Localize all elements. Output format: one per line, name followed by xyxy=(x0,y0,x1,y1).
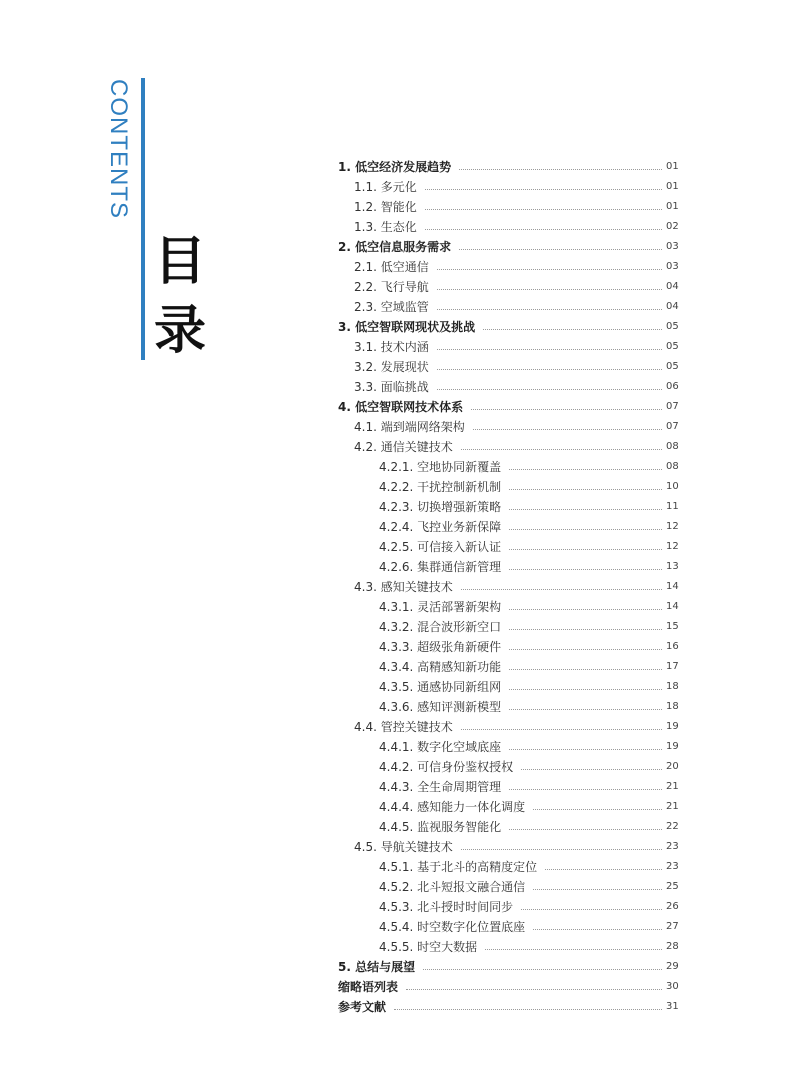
toc-page-number: 05 xyxy=(666,361,679,372)
toc-entry[interactable] xyxy=(338,675,678,695)
toc-entry[interactable] xyxy=(338,475,678,495)
toc-entry-title: 3.3. 面临挑战 xyxy=(354,380,429,394)
dot-leader xyxy=(521,769,662,770)
toc-page-number: 16 xyxy=(666,641,679,652)
toc-entry-title: 4.5.3. 北斗授时时间同步 xyxy=(379,900,514,914)
dot-leader xyxy=(471,409,662,410)
toc-entry[interactable] xyxy=(338,975,678,995)
toc-entry-title: 4.3.2. 混合波形新空口 xyxy=(379,620,502,634)
toc-entry-title: 4.5.5. 时空大数据 xyxy=(379,940,478,954)
toc-page-number: 29 xyxy=(666,961,679,972)
toc-entry-title: 4.5.1. 基于北斗的高精度定位 xyxy=(379,860,538,874)
dot-leader xyxy=(437,389,662,390)
dot-leader xyxy=(425,209,662,210)
toc-page-number: 23 xyxy=(666,841,679,852)
dot-leader xyxy=(459,249,662,250)
toc-entry-title: 4.1. 端到端网络架构 xyxy=(354,420,465,434)
dot-leader xyxy=(437,349,662,350)
toc-entry-title: 2.3. 空域监管 xyxy=(354,300,429,314)
dot-leader xyxy=(509,569,662,570)
toc-page-number: 12 xyxy=(666,521,679,532)
toc-page-number: 08 xyxy=(666,441,679,452)
toc-entry[interactable] xyxy=(338,415,678,435)
toc-entry-title: 4.5.4. 时空数字化位置底座 xyxy=(379,920,526,934)
toc-entry-title: 3.1. 技术内涵 xyxy=(354,340,429,354)
toc-entry-title: 4.2.4. 飞控业务新保障 xyxy=(379,520,502,534)
toc-entry[interactable] xyxy=(338,195,678,215)
toc-entry[interactable] xyxy=(338,275,678,295)
toc-entry-title: 4.4. 管控关键技术 xyxy=(354,720,453,734)
dot-leader xyxy=(509,629,662,630)
toc-page-number: 17 xyxy=(666,661,679,672)
dot-leader xyxy=(509,529,662,530)
toc-entry-title: 2.2. 飞行导航 xyxy=(354,280,429,294)
dot-leader xyxy=(425,189,662,190)
dot-leader xyxy=(509,649,662,650)
toc-page-number: 19 xyxy=(666,741,679,752)
dot-leader xyxy=(509,609,662,610)
toc-entry-title: 参考文献 xyxy=(338,1000,387,1014)
toc-entry[interactable] xyxy=(338,395,678,415)
toc-entry-title: 2. 低空信息服务需求 xyxy=(338,240,452,254)
toc-page-number: 04 xyxy=(666,281,679,292)
toc-page-number: 12 xyxy=(666,541,679,552)
toc-entry-title: 1. 低空经济发展趋势 xyxy=(338,160,452,174)
toc-page-number: 31 xyxy=(666,1001,679,1012)
toc-page-number: 03 xyxy=(666,261,679,272)
toc-entry-title: 4.3.1. 灵活部署新架构 xyxy=(379,600,502,614)
toc-entry-title: 4.3.6. 感知评测新模型 xyxy=(379,700,502,714)
toc-page-number: 04 xyxy=(666,301,679,312)
toc-entry[interactable] xyxy=(338,155,678,175)
dot-leader xyxy=(533,889,662,890)
toc-entry[interactable] xyxy=(338,735,678,755)
dot-leader xyxy=(509,689,662,690)
toc-page-number: 08 xyxy=(666,461,679,472)
toc-entry[interactable] xyxy=(338,715,678,735)
toc-page-number: 26 xyxy=(666,901,679,912)
toc-page-number: 21 xyxy=(666,781,679,792)
toc-entry[interactable] xyxy=(338,815,678,835)
toc-entry[interactable] xyxy=(338,455,678,475)
toc-entry-title: 4.2.2. 干扰控制新机制 xyxy=(379,480,502,494)
toc-entry-title: 4.3. 感知关键技术 xyxy=(354,580,453,594)
toc-page-number: 06 xyxy=(666,381,679,392)
dot-leader xyxy=(461,449,662,450)
toc-page-number: 01 xyxy=(666,201,679,212)
dot-leader xyxy=(437,309,662,310)
toc-entry[interactable] xyxy=(338,995,678,1015)
toc-page-number: 23 xyxy=(666,861,679,872)
toc-entry-title: 4.2.3. 切换增强新策略 xyxy=(379,500,502,514)
toc-page-number: 10 xyxy=(666,481,679,492)
toc-entry[interactable] xyxy=(338,515,678,535)
toc-page-number: 05 xyxy=(666,321,679,332)
toc-entry[interactable] xyxy=(338,695,678,715)
dot-leader xyxy=(509,789,662,790)
toc-entry[interactable] xyxy=(338,215,678,235)
dot-leader xyxy=(459,169,662,170)
toc-entry-title: 1.3. 生态化 xyxy=(354,220,417,234)
toc-page-number: 20 xyxy=(666,761,679,772)
dot-leader xyxy=(461,589,662,590)
toc-entry[interactable] xyxy=(338,255,678,275)
toc-page-number: 01 xyxy=(666,161,679,172)
toc-entry-title: 缩略语列表 xyxy=(338,980,399,994)
dot-leader xyxy=(437,269,662,270)
dot-leader xyxy=(521,909,662,910)
table-of-contents xyxy=(338,155,678,1015)
toc-entry[interactable] xyxy=(338,235,678,255)
toc-entry-title: 2.1. 低空通信 xyxy=(354,260,429,274)
toc-entry[interactable] xyxy=(338,595,678,615)
toc-page-number: 11 xyxy=(666,501,679,512)
toc-page-number: 14 xyxy=(666,581,679,592)
toc-entry[interactable] xyxy=(338,315,678,335)
toc-page-number: 25 xyxy=(666,881,679,892)
toc-entry[interactable] xyxy=(338,655,678,675)
toc-entry-title: 4.4.2. 可信身份鉴权授权 xyxy=(379,760,514,774)
toc-page-number: 18 xyxy=(666,681,679,692)
toc-entry[interactable] xyxy=(338,635,678,655)
toc-entry[interactable] xyxy=(338,615,678,635)
dot-leader xyxy=(461,849,662,850)
toc-entry-title: 4.3.3. 超级张角新硬件 xyxy=(379,640,502,654)
toc-entry-title: 4.4.1. 数字化空域底座 xyxy=(379,740,502,754)
toc-page-number: 03 xyxy=(666,241,679,252)
toc-page-number: 28 xyxy=(666,941,679,952)
toc-entry[interactable] xyxy=(338,775,678,795)
toc-entry[interactable] xyxy=(338,755,678,775)
toc-entry-title: 4.2.6. 集群通信新管理 xyxy=(379,560,502,574)
toc-entry[interactable] xyxy=(338,355,678,375)
dot-leader xyxy=(483,329,662,330)
toc-entry-title: 4.5.2. 北斗短报文融合通信 xyxy=(379,880,526,894)
toc-entry-title: 4.4.3. 全生命周期管理 xyxy=(379,780,502,794)
dot-leader xyxy=(473,429,662,430)
dot-leader xyxy=(423,969,662,970)
toc-entry[interactable] xyxy=(338,495,678,515)
toc-entry[interactable] xyxy=(338,175,678,195)
toc-page-number: 18 xyxy=(666,701,679,712)
dot-leader xyxy=(509,509,662,510)
toc-entry[interactable] xyxy=(338,875,678,895)
dot-leader xyxy=(509,829,662,830)
dot-leader xyxy=(509,489,662,490)
toc-entry-title: 1.1. 多元化 xyxy=(354,180,417,194)
toc-entry[interactable] xyxy=(338,935,678,955)
toc-entry-title: 4.4.5. 监视服务智能化 xyxy=(379,820,502,834)
toc-entry[interactable] xyxy=(338,375,678,395)
dot-leader xyxy=(545,869,662,870)
toc-page-number: 05 xyxy=(666,341,679,352)
toc-page-number: 15 xyxy=(666,621,679,632)
dot-leader xyxy=(485,949,662,950)
toc-entry[interactable] xyxy=(338,435,678,455)
toc-page-number: 01 xyxy=(666,181,679,192)
contents-label: CONTENTS xyxy=(105,79,132,219)
toc-entry-title: 4. 低空智联网技术体系 xyxy=(338,400,464,414)
toc-entry[interactable] xyxy=(338,955,678,975)
toc-entry-title: 3.2. 发展现状 xyxy=(354,360,429,374)
toc-page-number: 30 xyxy=(666,981,679,992)
toc-page-number: 13 xyxy=(666,561,679,572)
toc-page-number: 02 xyxy=(666,221,679,232)
title-char-mu: 目 xyxy=(154,231,207,292)
toc-entry[interactable] xyxy=(338,555,678,575)
toc-entry[interactable] xyxy=(338,855,678,875)
toc-entry[interactable] xyxy=(338,335,678,355)
toc-entry[interactable] xyxy=(338,535,678,555)
dot-leader xyxy=(437,369,662,370)
toc-page-number: 27 xyxy=(666,921,679,932)
toc-entry-title: 1.2. 智能化 xyxy=(354,200,417,214)
toc-page-number: 07 xyxy=(666,401,679,412)
dot-leader xyxy=(425,229,662,230)
toc-entry[interactable] xyxy=(338,795,678,815)
toc-entry-title: 4.3.4. 高精感知新功能 xyxy=(379,660,502,674)
dot-leader xyxy=(437,289,662,290)
toc-entry-title: 4.5. 导航关键技术 xyxy=(354,840,453,854)
toc-entry[interactable] xyxy=(338,915,678,935)
toc-entry-title: 4.4.4. 感知能力一体化调度 xyxy=(379,800,526,814)
dot-leader xyxy=(406,989,662,990)
toc-entry[interactable] xyxy=(338,835,678,855)
toc-page-number: 19 xyxy=(666,721,679,732)
dot-leader xyxy=(509,709,662,710)
toc-entry-title: 4.2. 通信关键技术 xyxy=(354,440,453,454)
toc-page-number: 14 xyxy=(666,601,679,612)
dot-leader xyxy=(394,1009,662,1010)
dot-leader xyxy=(509,549,662,550)
toc-entry[interactable] xyxy=(338,895,678,915)
toc-entry[interactable] xyxy=(338,575,678,595)
toc-entry[interactable] xyxy=(338,295,678,315)
toc-page-number: 21 xyxy=(666,801,679,812)
toc-entry-title: 3. 低空智联网现状及挑战 xyxy=(338,320,476,334)
toc-entry-title: 5. 总结与展望 xyxy=(338,960,416,974)
toc-entry-title: 4.3.5. 通感协同新组网 xyxy=(379,680,502,694)
dot-leader xyxy=(509,669,662,670)
accent-bar xyxy=(141,78,145,360)
toc-page-number: 07 xyxy=(666,421,679,432)
title-char-lu: 录 xyxy=(154,300,207,361)
toc-entry-title: 4.2.1. 空地协同新覆盖 xyxy=(379,460,502,474)
dot-leader xyxy=(533,929,662,930)
toc-page-number: 22 xyxy=(666,821,679,832)
dot-leader xyxy=(509,749,662,750)
dot-leader xyxy=(533,809,662,810)
toc-entry-title: 4.2.5. 可信接入新认证 xyxy=(379,540,502,554)
dot-leader xyxy=(509,469,662,470)
dot-leader xyxy=(461,729,662,730)
